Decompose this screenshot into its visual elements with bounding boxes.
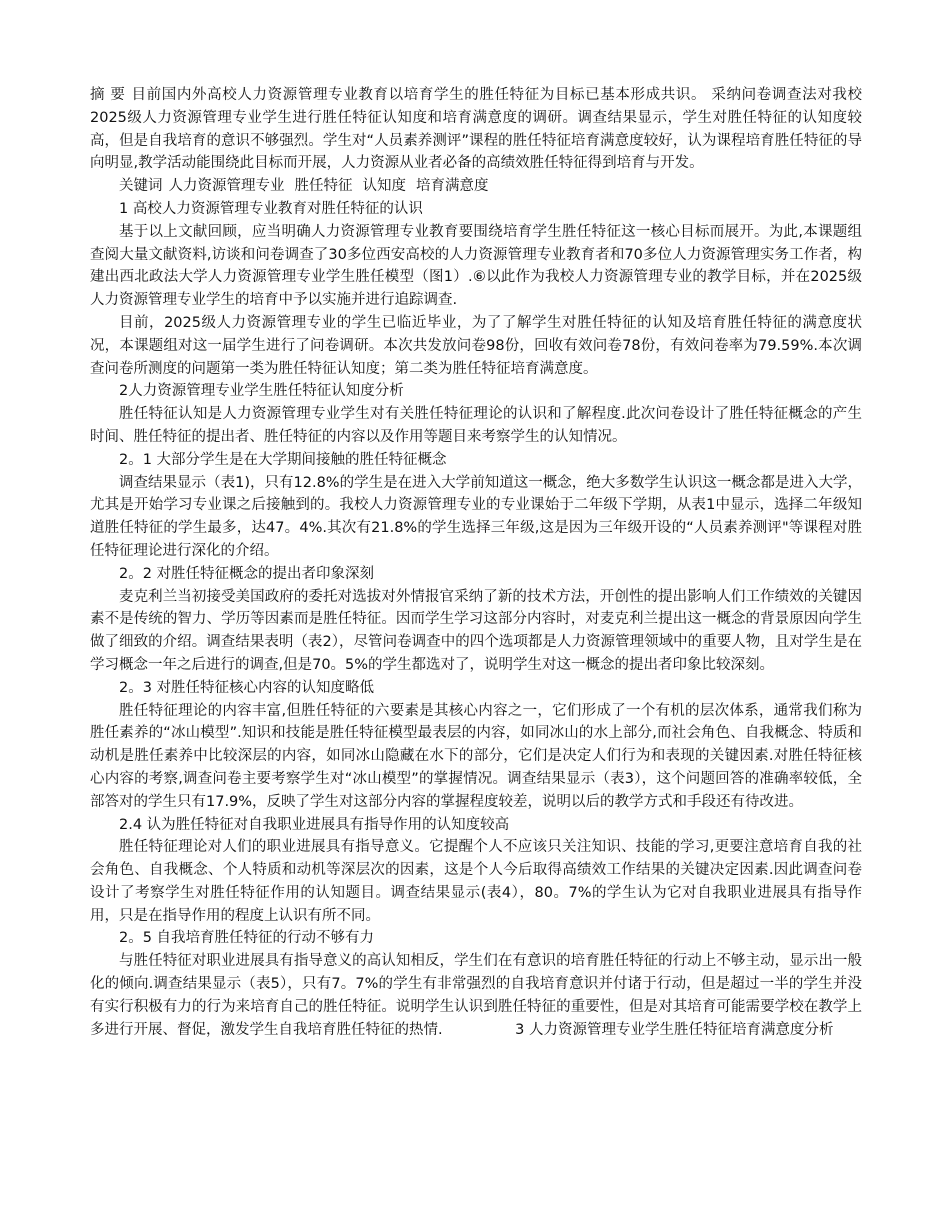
section-heading: 1 高校人力资源管理专业教育对胜任特征的认识 <box>119 200 423 217</box>
body-paragraph: 基于以上文献回顾，应当明确人力资源管理专业教育要围绕培育学生胜任特征这一核心目标而展开。为此,本课题组查阅大量文献资料,访谈和问卷调查了30多位西安高校的人力资源管理专业教育者和70多位人力资源管理实务工作者，构建出西北政法大学人力资源管理专业学生胜任模型（图1）.⑥以此作为我校人力资源管理专业的教学目标，并在2025级人力资源管理专业学生的培育中予以实施并进行追踪调查. <box>90 223 862 309</box>
subsection-heading: 2。2 对胜任特征概念的提出者印象深刻 <box>119 565 375 582</box>
subsection-heading: 2。5 自我培育胜任特征的行动不够有力 <box>119 930 375 947</box>
keywords-label: 关键词 <box>119 178 163 195</box>
keyword-item: 人力资源管理专业 <box>168 178 285 195</box>
body-text: 与胜任特征对职业进展具有指导意义的高认知相反，学生们在有意识的培育胜任特征的行动上不够主动，显示出一般化的倾向.调查结果显示（表5），只有7。7%的学生有非常强烈的自我培育意识并付诸于行动，但是超过一半的学生并没有实行积极有力的行为来培育自己的胜任特征。说明学生认识到胜任特征的重要性，但是对其培育可能需要学校在教学上多进行开展、督促，激发学生自我培育胜任特征的热情. <box>90 953 862 1038</box>
abstract-paragraph <box>90 84 862 175</box>
subsection-heading: 2。1 大部分学生是在大学期间接触的胜任特征概念 <box>119 451 447 468</box>
abstract-label: 摘 要 <box>90 87 126 103</box>
body-paragraph <box>90 950 862 1041</box>
keyword-item: 培育满意度 <box>416 178 489 195</box>
section-heading: 2人力资源管理专业学生胜任特征认知度分析 <box>119 383 404 400</box>
subsection-heading: 2。3 对胜任特征核心内容的认知度略低 <box>119 679 375 696</box>
keyword-item: 胜任特征 <box>294 178 353 195</box>
document-body <box>90 84 862 1041</box>
keyword-item: 认知度 <box>362 178 406 195</box>
body-paragraph: 胜任特征认知是人力资源管理专业学生对有关胜任特征理论的认识和了解程度.此次问卷设计了胜任特征概念的产生时间、胜任特征的提出者、胜任特征的内容以及作用等题目来考察学生的认知情况。 <box>90 406 862 445</box>
section-heading: 3 人力资源管理专业学生胜任特征培育满意度分析 <box>515 1021 834 1038</box>
subsection-heading: 2.4 认为胜任特征对自我职业进展具有指导作用的认知度较高 <box>119 816 510 833</box>
body-paragraph: 麦克利兰当初接受美国政府的委托对选拔对外情报官采纳了新的技术方法，开创性的提出影响人们工作绩效的关键因素不是传统的智力、学历等因素而是胜任特征。因而学生学习这部分内容时，对麦克利兰提出这一概念的背景原因向学生做了细致的介绍。调查结果表明（表2），尽管问卷调查中的四个选项都是人力资源管理领域中的重要人物，且对学生是在学习概念一年之后进行的调查,但是70。5%的学生都选对了，说明学生对这一概念的提出者印象比较深刻。 <box>90 588 862 673</box>
body-paragraph: 胜任特征理论的内容丰富,但胜任特征的六要素是其核心内容之一，它们形成了一个有机的层次体系，通常我们称为胜任素养的“冰山模型”.知识和技能是胜任特征模型最表层的内容，如同冰山的水上部分,而社会角色、自我概念、特质和动机是胜任素养中比较深层的内容，如同冰山隐藏在水下的部分，它们是决定人们行为和表现的关键因素.对胜任特征核心内容的考察,调查问卷主要考察学生对“冰山模型”的掌握情况。调查结果显示（表3），这个问题回答的准确率较低，全部答对的学生只有17.9%，反映了学生对这部分内容的掌握程度较差，说明以后的教学方式和手段还有待改进。 <box>90 702 862 810</box>
abstract-text: 目前国内外高校人力资源管理专业教育以培育学生的胜任特征为目标已基本形成共识。 采纳问卷调查法对我校2025级人力资源管理专业学生进行胜任特征认知度和培育满意度的调研。调查结果显示，学生对胜任特征的认知度较高，但是自我培育的意识不够强烈。学生对“人员素养测评”课程的胜任特征培育满意度较好，认为课程培育胜任特征的导向明显,教学活动能围绕此目标而开展，人力资源从业者必备的高绩效胜任特征得到培育与开发。 <box>90 87 863 172</box>
keywords-line <box>90 175 862 198</box>
body-paragraph: 胜任特征理论对人们的职业进展具有指导意义。它提醒个人不应该只关注知识、技能的学习,更要注意培育自我的社会角色、自我概念、个人特质和动机等深层次的因素，这是个人今后取得高绩效工作结果的关键决定因素.因此调查问卷设计了考察学生对胜任特征作用的认知题目。调查结果显示(表4），80。7%的学生认为它对自我职业进展具有指导作用，只是在指导作用的程度上认识有所不同。 <box>90 839 862 924</box>
body-paragraph: 调查结果显示（表1)，只有12.8%的学生是在进入大学前知道这一概念，绝大多数学生认识这一概念都是进入大学，尤其是开始学习专业课之后接触到的。我校人力资源管理专业的专业课始于二年级下学期，从表1中显示，选择二年级知道胜任特征的学生最多，达47。4%.其次有21.8%的学生选择三年级,这是因为三年级开设的“人员素养测评"等课程对胜任特征理论进行深化的介绍。 <box>90 474 862 559</box>
body-paragraph: 目前，2025级人力资源管理专业的学生已临近毕业，为了了解学生对胜任特征的认知及培育胜任特征的满意度状况，本课题组对这一届学生进行了问卷调研。本次共发放问卷98份，回收有效问卷78份，有效问卷率为79.59%.本次调查问卷所测度的问题第一类为胜任特征认知度；第二类为胜任特征培育满意度。 <box>90 314 862 377</box>
